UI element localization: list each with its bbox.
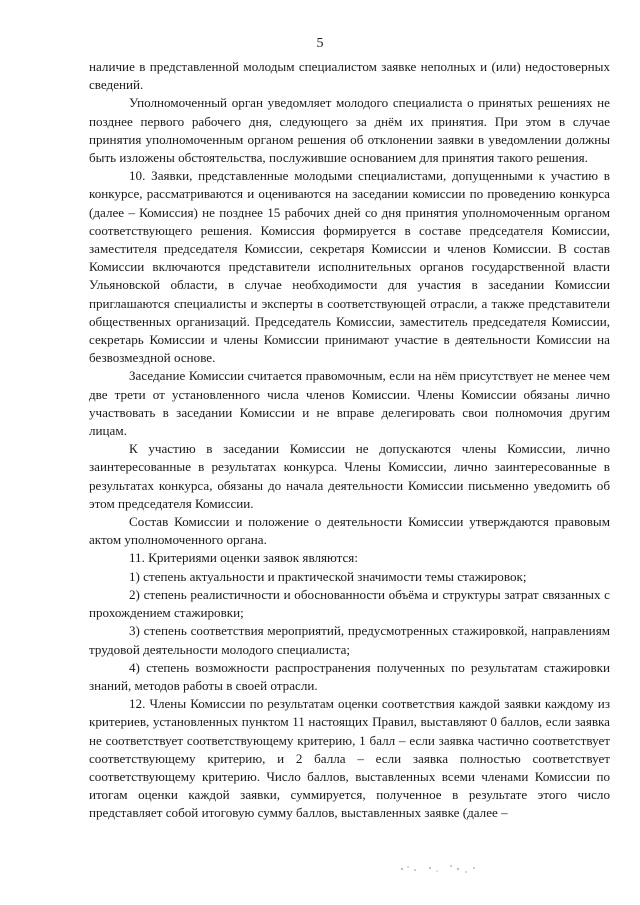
scan-smudge xyxy=(396,860,486,876)
paragraph: К участию в заседании Комиссии не допускаются члены Комиссии, лично заинтересованные в результатах конкурса. Члены Комиссии, лично заинтересованные в результатах конкурса, обязаны до начала деятельности Комиссии письменно уведомить об этом председателя Комиссии. xyxy=(89,441,610,511)
paragraph: 10. Заявки, представленные молодыми специалистами, допущенными к участию в конкурсе, рассматриваются и оцениваются на заседании комиссии по проведению конкурса (далее – Комиссия) не позднее 15 рабочих дней со дня принятия уполномоченным органом соответствующего решения. Комиссия формируется в составе председателя Комиссии, заместителя председателя Комиссии, секретаря Комиссии и членов Комиссии. В состав Комиссии включаются представители исполнительных органов государственной власти Ульяновской области, в случае необходимости для участия в заседании Комиссии приглашаются специалисты и эксперты в соответствующей отрасли, а также представители общественных организаций. Председатель Комиссии, заместитель председателя Комиссии, секретарь Комиссии и члены Комиссии принимают участие в деятельности Комиссии на безвозмездной основе. xyxy=(89,168,610,366)
paragraph: 3) степень соответствия мероприятий, предусмотренных стажировкой, направлениям трудовой деятельности молодого специалиста; xyxy=(89,623,610,657)
paragraph: Состав Комиссии и положение о деятельности Комиссии утверждаются правовым актом уполномоченного органа. xyxy=(89,514,610,548)
paragraph: 12. Члены Комиссии по результатам оценки соответствия каждой заявки каждому из критериев, установленных пунктом 11 настоящих Правил, выставляют 0 баллов, если заявка не соответствует соответствующему критерию, 1 балл – если заявка частично соответствует соответствующему критерию, и 2 балла – если заявка полностью соответствует соответствующему критерию. Число баллов, выставленных всеми членами Комиссии по итогам оценки каждой заявки, суммируется, полученное в результате этого число представляет собой итоговую сумму баллов, выставленных заявке (далее – xyxy=(89,696,610,821)
paragraph: Уполномоченный орган уведомляет молодого специалиста о принятых решениях не позднее первого рабочего дня, следующего за днём их принятия. При этом в случае принятия уполномоченным органом решения об отклонении заявки в уведомлении должны быть изложены обстоятельства, послужившие основанием для принятия такого решения. xyxy=(89,95,610,166)
paragraph: 4) степень возможности распространения полученных по результатам стажировки знаний, методов работы в своей отрасли. xyxy=(89,659,610,693)
paragraph: наличие в представленной молодым специалистом заявке неполных и (или) недостоверных сведений. xyxy=(89,59,610,93)
paragraph: 11. Критериями оценки заявок являются: xyxy=(129,550,358,566)
paragraph: Заседание Комиссии считается правомочным, если на нём присутствует не менее чем две трети от установленного числа членов Комиссии. Члены Комиссии обязаны лично участвовать в заседании Комиссии и не вправе делегировать свои полномочия другим лицам. xyxy=(89,368,610,439)
page-number: 5 xyxy=(316,36,324,51)
paragraph: 2) степень реалистичности и обоснованности объёма и структуры затрат связанных с прохождением стажировки; xyxy=(89,586,610,621)
paragraph: 1) степень актуальности и практической значимости темы стажировок; xyxy=(129,568,527,584)
document-body xyxy=(89,58,610,823)
